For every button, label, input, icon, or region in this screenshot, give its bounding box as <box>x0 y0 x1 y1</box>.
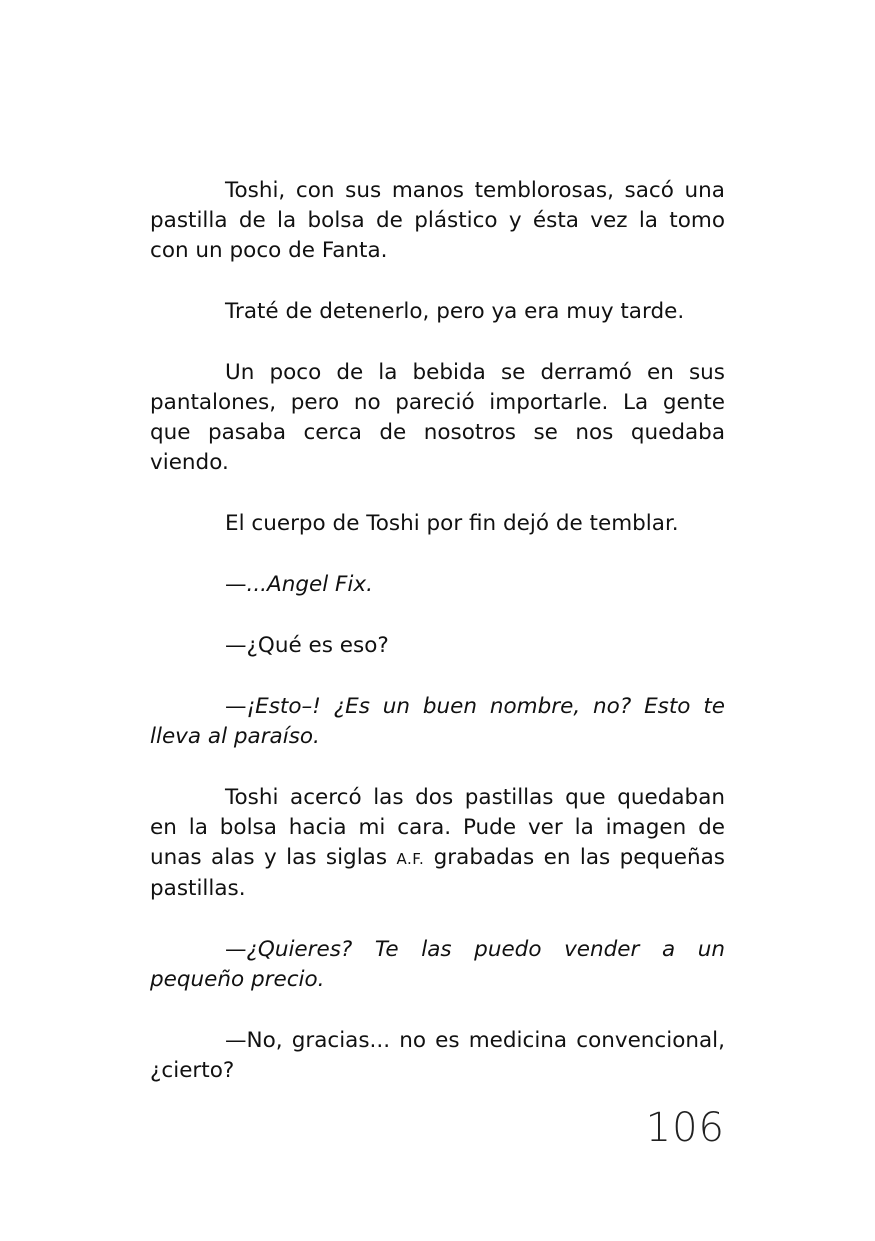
paragraph: Un poco de la bebida se derramó en sus pantalones, pero no pareció importarle. La gente que pasaba cerca de nosotros se nos quedaba viendo. <box>150 360 725 475</box>
dialogue-line: —No, gracias... no es medicina convencional, ¿cierto? <box>150 1028 725 1083</box>
paragraph: El cuerpo de Toshi por fin dejó de temblar. <box>225 511 679 536</box>
dialogue-dash: — <box>225 572 247 597</box>
dialogue-italic-text: ¿Quieres? Te las puedo vender a un pequeño precio. <box>150 937 725 992</box>
dialogue-line <box>150 692 725 752</box>
dialogue-dash: — <box>225 937 247 962</box>
paragraph <box>150 783 725 904</box>
body-text <box>150 176 725 1086</box>
paragraph-text: Toshi acercó las dos pastillas que quedaban en la bolsa hacia mi cara. Pude ver la imagen de unas alas y las siglas <box>150 785 725 870</box>
dialogue-line <box>150 570 725 600</box>
paragraph: Traté de detenerlo, pero ya era muy tarde. <box>225 299 685 324</box>
dialogue-line: —¿Qué es eso? <box>225 633 389 658</box>
dialogue-dash: — <box>225 694 247 719</box>
dialogue-line <box>150 935 725 995</box>
paragraph: Toshi, con sus manos temblorosas, sacó una pastilla de la bolsa de plástico y ésta vez la tomo con un poco de Fanta. <box>150 178 725 263</box>
acronym: A.F. <box>396 850 425 868</box>
dialogue-italic-text: ...Angel Fix. <box>246 572 373 597</box>
dialogue-italic-text: ¡Esto–! ¿Es un buen nombre, no? Esto te lleva al paraíso. <box>150 694 725 749</box>
paragraph-text: grabadas en las pequeñas pastillas. <box>150 845 725 901</box>
page-number: 106 <box>645 1105 725 1151</box>
